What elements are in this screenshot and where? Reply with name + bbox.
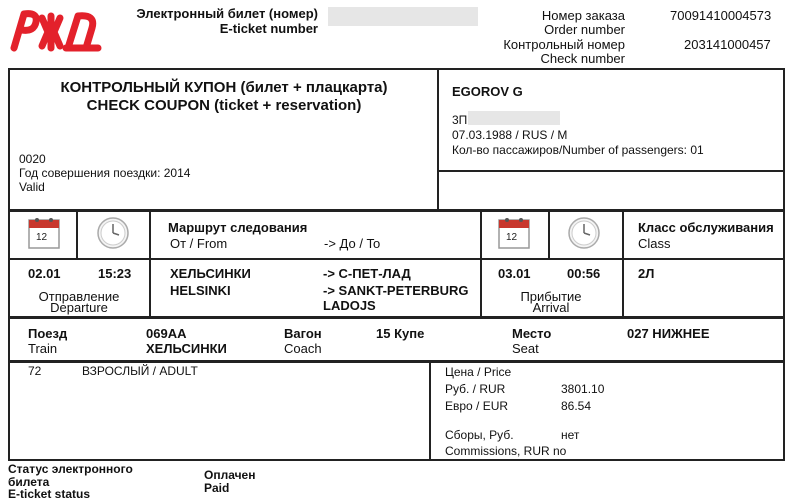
eticket-label-ru: Электронный билет (номер) xyxy=(136,6,318,21)
svg-text:12: 12 xyxy=(506,232,518,243)
to-station-en-line2: LADOJS xyxy=(323,298,376,313)
seat-value: 027 НИЖНЕЕ xyxy=(627,326,710,341)
seat-label-ru: Место xyxy=(512,326,552,341)
status-value-en: Paid xyxy=(204,481,230,495)
calendar-icon xyxy=(497,216,531,250)
status-label-en: E-ticket status xyxy=(8,487,91,501)
passenger-name: EGOROV G xyxy=(452,84,523,99)
arrival-label-ru: Прибытие xyxy=(520,289,582,304)
arrival-time: 00:56 xyxy=(567,266,601,281)
check-label-en: Check number xyxy=(540,51,625,66)
check-label-ru: Контрольный номер xyxy=(503,37,625,52)
arrival-date: 03.01 xyxy=(498,266,531,281)
passenger-doc-redacted xyxy=(468,111,560,125)
price-label: Цена / Price xyxy=(445,365,512,379)
eur-label: Евро / EUR xyxy=(445,399,509,413)
class-value: 2Л xyxy=(638,266,655,281)
rzd-logo xyxy=(8,8,106,52)
clock-icon xyxy=(567,216,601,250)
departure-label-en: Departure xyxy=(50,300,108,315)
to-label: -> До / To xyxy=(324,236,381,251)
fees-label-en: Commissions, RUR no xyxy=(445,444,567,458)
fees-label-ru: Сборы, Руб. xyxy=(445,428,514,442)
passenger-count: Кол-во пассажиров/Number of passengers: 01 xyxy=(452,143,704,157)
from-station-ru: ХЕЛЬСИНКИ xyxy=(170,266,251,281)
to-station-ru: -> С-ПЕТ-ЛАД xyxy=(323,266,411,281)
trip-year: Год совершения поездки: 2014 xyxy=(19,166,191,180)
status-label-ru-line2: билета xyxy=(8,475,50,489)
from-label: От / From xyxy=(170,236,228,251)
eur-value: 86.54 xyxy=(561,399,592,413)
coach-label-ru: Вагон xyxy=(284,326,322,341)
calendar-icon xyxy=(27,216,61,250)
status-value-ru: Оплачен xyxy=(204,468,256,482)
train-label-en: Train xyxy=(28,341,58,356)
ticket-validity: Valid xyxy=(19,180,45,194)
passenger-birth: 07.03.1988 / RUS / M xyxy=(452,128,568,142)
coupon-title-ru: КОНТРОЛЬНЫЙ КУПОН (билет + плацкарта) xyxy=(60,79,388,96)
check-number: 203141000457 xyxy=(684,37,771,52)
rur-label: Руб. / RUR xyxy=(445,382,506,396)
class-label-ru: Класс обслуживания xyxy=(638,220,774,235)
route-label: Маршрут следования xyxy=(168,220,308,235)
coupon-title-en: CHECK COUPON (ticket + reservation) xyxy=(86,97,362,114)
train-label-ru: Поезд xyxy=(28,326,68,341)
order-number: 70091410004573 xyxy=(670,8,772,23)
coach-label-en: Coach xyxy=(284,341,322,356)
departure-time: 15:23 xyxy=(98,266,132,281)
fare-type: ВЗРОСЛЫЙ / ADULT xyxy=(82,364,198,378)
departure-date: 02.01 xyxy=(28,266,61,281)
coach-value: 15 Купе xyxy=(376,326,425,341)
class-label-en: Class xyxy=(638,236,671,251)
departure-label-ru: Отправление xyxy=(38,289,120,304)
fees-value: нет xyxy=(561,428,580,442)
route-header-separator xyxy=(8,258,785,260)
train-number: 069АА xyxy=(146,326,187,341)
order-label-en: Order number xyxy=(544,22,625,37)
from-station-en: HELSINKI xyxy=(170,283,231,298)
rur-value: 3801.10 xyxy=(561,382,605,396)
train-name: ХЕЛЬСИНКИ xyxy=(146,341,227,356)
coupon-code: 0020 xyxy=(19,152,46,166)
svg-text:12: 12 xyxy=(36,232,48,243)
seat-label-en: Seat xyxy=(512,341,539,356)
eticket-number-redacted xyxy=(328,7,478,26)
status-label-ru: Статус электронного xyxy=(8,462,133,476)
order-label-ru: Номер заказа xyxy=(541,8,625,23)
fare-code: 72 xyxy=(28,364,42,378)
passenger-doc-prefix: 3П xyxy=(452,113,468,127)
eticket-label-en: E-ticket number xyxy=(219,21,318,36)
arrival-label-en: Arrival xyxy=(532,300,570,315)
clock-icon xyxy=(96,216,130,250)
to-station-en: -> SANKT-PETERBURG xyxy=(323,283,469,298)
fare-divider xyxy=(429,361,431,461)
